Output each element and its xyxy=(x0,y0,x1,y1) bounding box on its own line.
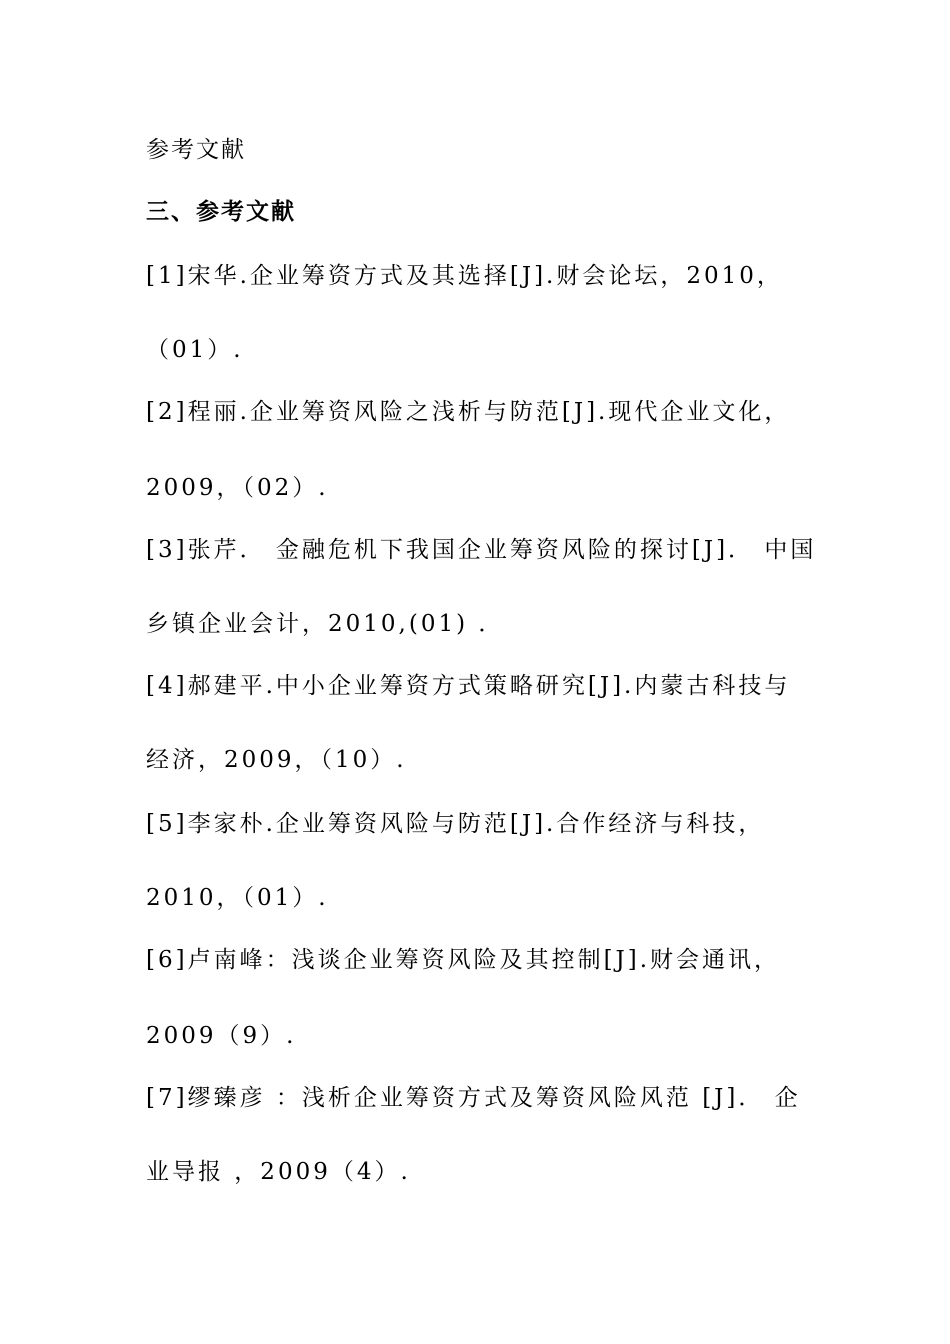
reference-1-line-2: （01）. xyxy=(146,337,244,363)
reference-4-line-1: [4]郝建平.中小企业筹资方式策略研究[J].内蒙古科技与 xyxy=(146,673,791,699)
references-section-title: 三、参考文献 xyxy=(146,199,296,225)
reference-7-line-1: [7]缪臻彦 ：浅析企业筹资方式及筹资风险风范 [J]． 企 xyxy=(146,1085,801,1111)
reference-2-line-2: 2009，（02）. xyxy=(146,475,329,501)
reference-6-line-1: [6]卢南峰：浅谈企业筹资风险及其控制[J].财会通讯， xyxy=(146,947,781,973)
reference-1-line-1: [1]宋华.企业筹资方式及其选择[J].财会论坛，2010， xyxy=(146,263,783,289)
references-heading: 参考文献 xyxy=(146,137,246,163)
reference-5-line-2: 2010，（01）. xyxy=(146,885,329,911)
reference-3-line-2: 乡镇企业会计，2010,(01) ． xyxy=(146,611,505,637)
reference-6-line-2: 2009（9）. xyxy=(146,1023,297,1049)
reference-4-line-2: 经济，2009，（10）. xyxy=(146,747,407,773)
reference-2-line-1: [2]程丽.企业筹资风险之浅析与防范[J].现代企业文化， xyxy=(146,399,791,425)
reference-7-line-2: 业导报 ，2009（4）. xyxy=(146,1159,411,1185)
reference-3-line-1: [3]张芹． 金融危机下我国企业筹资风险的探讨[J]． 中国 xyxy=(146,537,817,563)
reference-5-line-1: [5]李家朴.企业筹资风险与防范[J].合作经济与科技， xyxy=(146,811,765,837)
